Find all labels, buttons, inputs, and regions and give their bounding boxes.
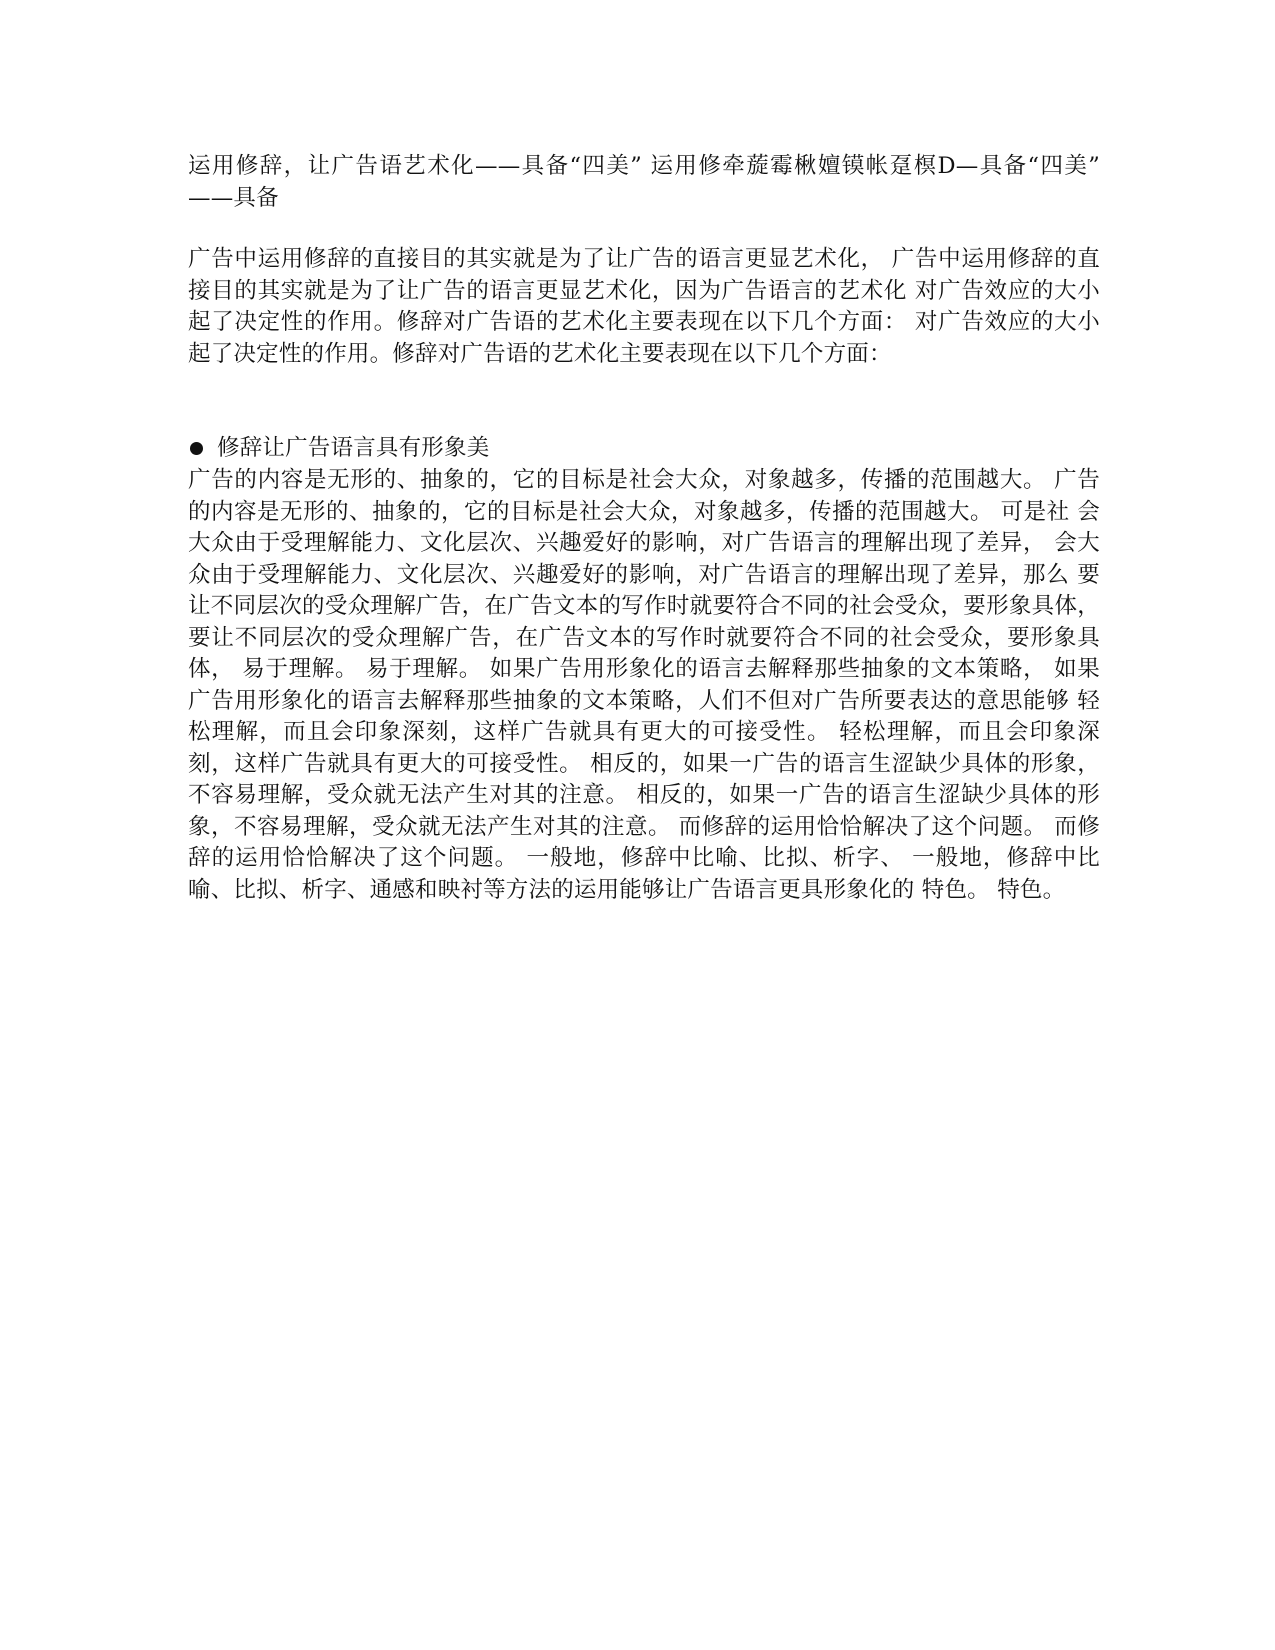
section-bullet — [188, 433, 1100, 465]
body-paragraph: 广告的内容是无形的、抽象的，它的目标是社会大众，对象越多，传播的范围越大。 广告的内容是无形的、抽象的，它的目标是社会大众，对象越多，传播的范围越大。 可是社 会大众由于受理解能力、文化层次、兴趣爱好的影响，对广告语言的理解出现了差异， 会大众由于受理解能力、文化层次、兴趣爱好的影响，对广告语言的理解出现了差异，那么 要让不同层次的受众理解广告，在广告文本的写作时就要符合不同的社会受众，要形象具体， 要让不同层次的受众理解广告，在广告文本的写作时就要符合不同的社会受众，要形象具体， 易于理解。 易于理解。 如果广告用形象化的语言去解释那些抽象的文本策略， 如果广告用形象化的语言去解释那些抽象的文本策略，人们不但对广告所要表达的意思能够 轻松理解，而且会印象深刻，这样广告就具有更大的可接受性。 轻松理解，而且会印象深刻，这样广告就具有更大的可接受性。 相反的，如果一广告的语言生涩缺少具体的形象，不容易理解，受众就无法产生对其的注意。 相反的，如果一广告的语言生涩缺少具体的形象，不容易理解，受众就无法产生对其的注意。 而修辞的运用恰恰解决了这个问题。 而修辞的运用恰恰解决了这个问题。 一般地，修辞中比喻、比拟、析字、 一般地，修辞中比喻、比拟、析字、通感和映衬等方法的运用能够让广告语言更具形象化的 特色。 特色。 — [188, 467, 1100, 903]
bullet-icon — [190, 442, 203, 455]
section-bullet-label: 修辞让广告语言具有形象美 — [217, 435, 490, 461]
intro-paragraph: 广告中运用修辞的直接目的其实就是为了让广告的语言更显艺术化， 广告中运用修辞的直接目的其实就是为了让广告的语言更显艺术化，因为广告语言的艺术化 对广告效应的大小起了决定性的作用。修辞对广告语的艺术化主要表现在以下几个方面： 对广告效应的大小起了决定性的作用。修辞对广告语的艺术化主要表现在以下几个方面： — [188, 246, 1100, 367]
document-title: 运用修辞，让广告语艺术化——具备“四美” 运用修牵蔙霉楸嬗镆帐趸榠D—具备“四美” ——具备 — [188, 153, 1100, 211]
